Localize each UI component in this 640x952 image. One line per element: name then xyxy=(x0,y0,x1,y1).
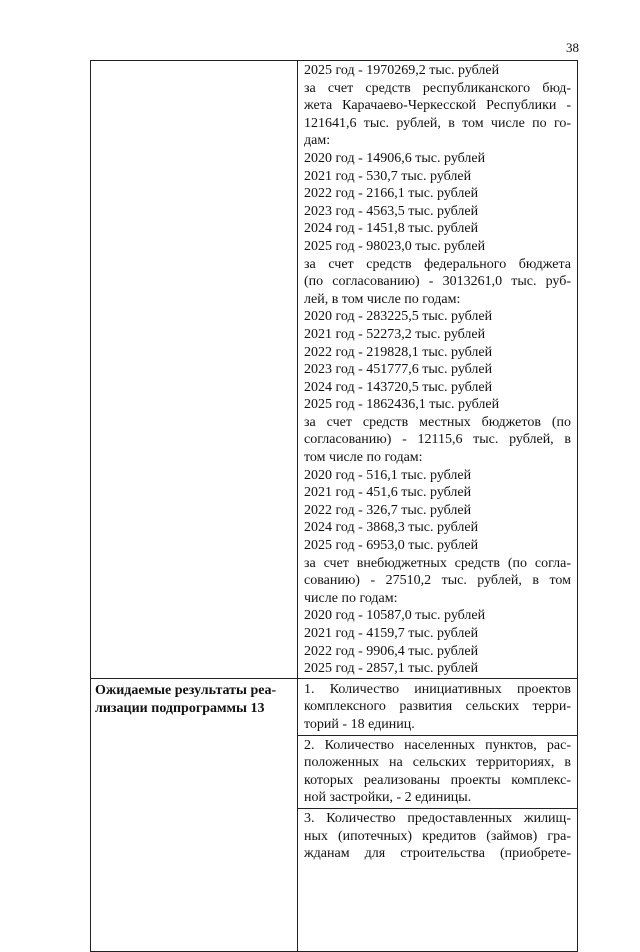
result-line: положенных на сельских территориях, в xyxy=(304,755,571,771)
result-line: 3. Количество предоставленных жилищ- xyxy=(304,810,571,826)
funding-line: 2024 год - 143720,5 тыс. рублей xyxy=(304,379,493,395)
funding-cell xyxy=(298,61,578,679)
funding-line: 2025 год - 1862436,1 тыс. рублей xyxy=(304,397,500,413)
result-line: которых реализованы проекты комплекс- xyxy=(304,772,571,788)
funding-line: (по согласованию) - 3013261,0 тыс. руб- xyxy=(304,274,571,290)
funding-line: 2022 год - 2166,1 тыс. рублей xyxy=(304,186,479,202)
funding-line: 2023 год - 451777,6 тыс. рублей xyxy=(304,362,493,378)
funding-line: дам: xyxy=(304,133,331,149)
passport-table xyxy=(90,60,578,952)
table-row xyxy=(91,678,578,951)
funding-line: согласованию) - 12115,6 тыс. рублей, в xyxy=(304,432,571,448)
funding-line: 2021 год - 451,6 тыс. рублей xyxy=(304,485,472,501)
table-row xyxy=(91,61,578,679)
funding-line: 2020 год - 10587,0 тыс. рублей xyxy=(304,608,486,624)
funding-line: лей, в том числе по годам: xyxy=(304,291,461,307)
funding-line: 2022 год - 9906,4 тыс. рублей xyxy=(304,643,479,659)
funding-line: 2021 год - 52273,2 тыс. рублей xyxy=(304,326,486,342)
funding-line: сованию) - 27510,2 тыс. рублей, в том xyxy=(304,573,571,589)
funding-line: за счет средств республиканского бюд- xyxy=(304,80,571,96)
results-label-cell xyxy=(91,678,298,951)
results-label-line: Ожидаемые результаты реа- xyxy=(95,682,277,698)
result-item xyxy=(304,681,571,734)
funding-line: 2020 год - 14906,6 тыс. рублей xyxy=(304,150,486,166)
result-line: 1. Количество инициативных проектов xyxy=(304,681,571,697)
result-item xyxy=(298,735,577,807)
funding-line: том числе по годам: xyxy=(304,450,423,466)
result-line: жданам для строительства (приобрете- xyxy=(304,846,571,862)
funding-line: 2023 год - 4563,5 тыс. рублей xyxy=(304,203,479,219)
result-line: ных (ипотечных) кредитов (займов) гра- xyxy=(304,828,571,844)
funding-line: 121641,6 тыс. рублей, в том числе по го- xyxy=(304,115,571,131)
results-cell xyxy=(298,678,578,951)
funding-line: жета Карачаево-Черкесской Республики - xyxy=(304,98,571,114)
result-line: ной застройки, - 2 единицы. xyxy=(304,790,472,806)
funding-line: 2022 год - 326,7 тыс. рублей xyxy=(304,502,472,518)
funding-line: за счет средств местных бюджетов (по xyxy=(304,414,571,430)
results-label-line: лизации подпрограммы 13 xyxy=(95,700,265,716)
funding-line: 2022 год - 219828,1 тыс. рублей xyxy=(304,344,493,360)
funding-line: за счет средств федерального бюджета xyxy=(304,256,571,272)
funding-line: 2024 год - 1451,8 тыс. рублей xyxy=(304,221,479,237)
empty-label-cell xyxy=(91,61,298,679)
funding-line: 2021 год - 4159,7 тыс. рублей xyxy=(304,626,479,641)
result-line: комплексного развития сельских терри- xyxy=(304,699,571,715)
page-number: 38 xyxy=(566,40,579,55)
result-line: торий - 18 единиц. xyxy=(304,716,415,732)
funding-line: за счет внебюджетных средств (по согла- xyxy=(304,555,571,571)
funding-line: 2025 год - 6953,0 тыс. рублей xyxy=(304,538,479,554)
funding-line: 2025 год - 1970269,2 тыс. рублей xyxy=(304,63,500,78)
result-item xyxy=(298,808,577,863)
result-line: 2. Количество населенных пунктов, рас- xyxy=(304,737,571,753)
funding-line: 2020 год - 516,1 тыс. рублей xyxy=(304,467,472,483)
funding-line: числе по годам: xyxy=(304,590,398,606)
funding-line: 2024 год - 3868,3 тыс. рублей xyxy=(304,520,479,536)
funding-line: 2021 год - 530,7 тыс. рублей xyxy=(304,168,472,184)
funding-line: 2025 год - 2857,1 тыс. рублей xyxy=(304,661,479,677)
funding-line: 2025 год - 98023,0 тыс. рублей xyxy=(304,238,486,254)
funding-line: 2020 год - 283225,5 тыс. рублей xyxy=(304,309,493,325)
